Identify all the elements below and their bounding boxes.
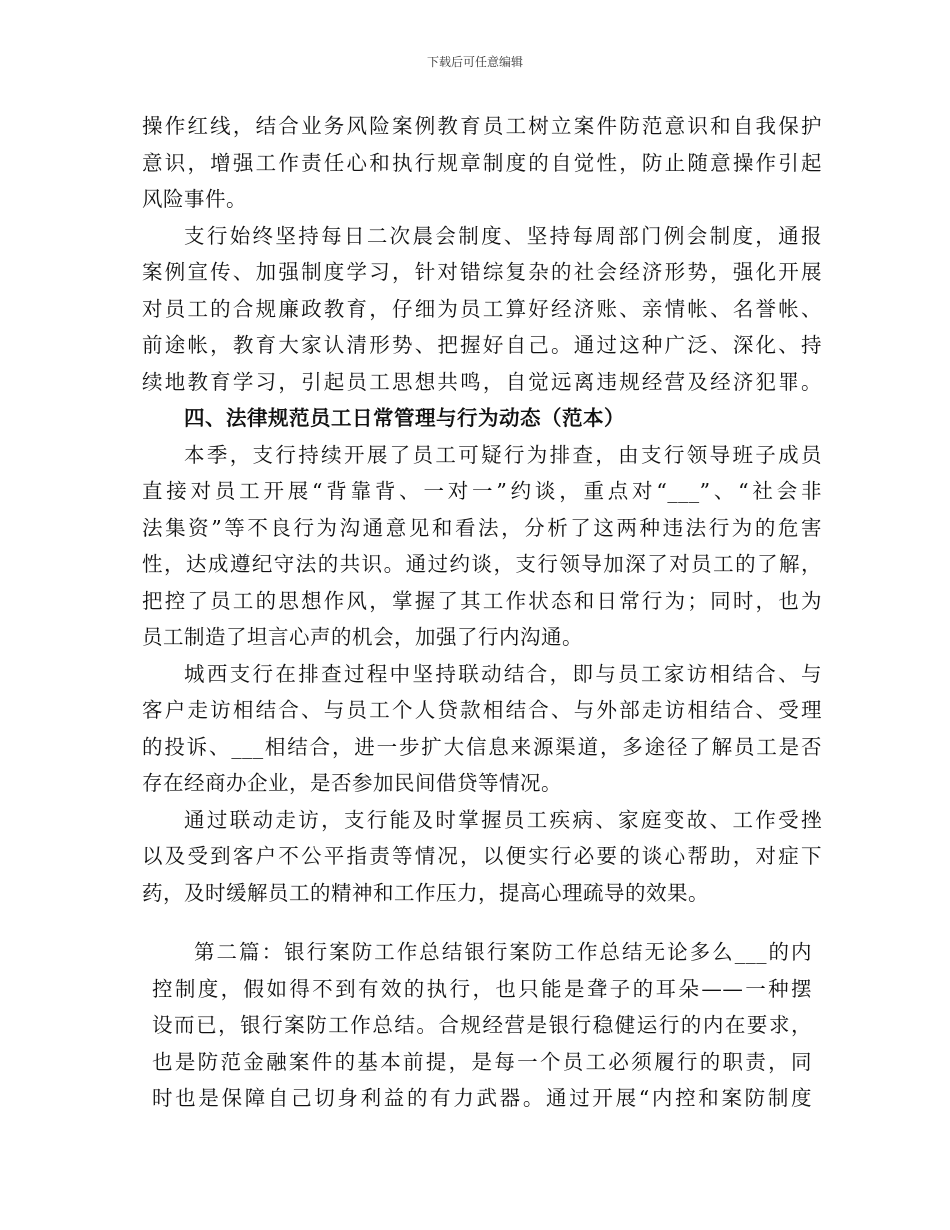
paragraph-2 xyxy=(142,218,822,401)
document-body xyxy=(142,108,822,911)
text-line: 风险事件。 xyxy=(142,187,247,211)
text-line: 也是防范金融案件的基本前提，是每一个员工必须履行的职责，同 xyxy=(152,1049,812,1074)
text-line: 性，达成遵纪守法的共识。通过约谈，支行领导加深了对员工的了解， xyxy=(142,552,822,576)
second-article xyxy=(152,934,812,1117)
text-line: 存在经商办企业，是否参加民间借贷等情况。 xyxy=(142,771,562,795)
text-line: 第二篇：银行案防工作总结银行案防工作总结无论多么___的内 xyxy=(194,940,812,964)
text-line: 客户走访相结合、与员工个人贷款相结合、与外部走访相结合、受理 xyxy=(142,698,822,722)
text-line: 本季，支行持续开展了员工可疑行为排查，由支行领导班子成员 xyxy=(184,442,822,467)
page-header: 下载后可任意编辑 xyxy=(426,55,523,69)
text-line: 续地教育学习，引起员工思想共鸣，自觉远离违规经营及经济犯罪。 xyxy=(142,369,822,394)
text-line: 以及受到客户不公平指责等情况，以便实行必要的谈心帮助，对症下 xyxy=(142,844,822,868)
text-line: 员工制造了坦言心声的机会，加强了行内沟通。 xyxy=(142,625,583,649)
text-line: 直接对员工开展“背靠背、一对一”约谈，重点对“___”、“社会非 xyxy=(142,479,822,503)
paragraph-5 xyxy=(142,802,822,912)
text-line: 意识，增强工作责任心和执行规章制度的自觉性，防止随意操作引起 xyxy=(142,150,822,175)
text-line: 药，及时缓解员工的精神和工作压力，提高心理疏导的效果。 xyxy=(142,880,709,905)
text-line: 把控了员工的思想作风，掌握了其工作状态和日常行为；同时，也为 xyxy=(142,588,822,613)
text-line: 时也是保障自己切身利益的有力武器。通过开展“内控和案防制度 xyxy=(152,1086,812,1110)
text-line: 控制度，假如得不到有效的执行，也只能是聋子的耳朵——一种摆 xyxy=(152,976,812,1001)
paragraph-4 xyxy=(142,656,822,802)
section-heading: 四、法律规范员工日常管理与行为动态（范本） xyxy=(184,406,625,430)
text-line: 通过联动走访，支行能及时掌握员工疾病、家庭变故、工作受挫 xyxy=(184,807,822,832)
text-line: 支行始终坚持每日二次晨会制度、坚持每周部门例会制度，通报 xyxy=(184,223,822,248)
text-line: 案例宣传、加强制度学习，针对错综复杂的社会经济形势，强化开展 xyxy=(142,260,822,284)
paragraph-3 xyxy=(142,437,822,656)
text-line: 法集资”等不良行为沟通意见和看法，分析了这两种违法行为的危害 xyxy=(142,515,822,540)
text-line: 设而已，银行案防工作总结。合规经营是银行稳健运行的内在要求， xyxy=(152,1013,812,1037)
text-line: 对员工的合规廉政教育，仔细为员工算好经济账、亲情帐、名誉帐、 xyxy=(142,296,822,321)
text-line: 操作红线，结合业务风险案例教育员工树立案件防范意识和自我保护 xyxy=(142,114,822,138)
text-line: 城西支行在排查过程中坚持联动结合，即与员工家访相结合、与 xyxy=(184,661,822,686)
text-line: 的投诉、___相结合，进一步扩大信息来源渠道，多途径了解员工是否 xyxy=(142,734,822,759)
text-line: 前途帐，教育大家认清形势、把握好自己。通过这种广泛、深化、持 xyxy=(142,333,822,357)
paragraph-1 xyxy=(142,108,822,218)
